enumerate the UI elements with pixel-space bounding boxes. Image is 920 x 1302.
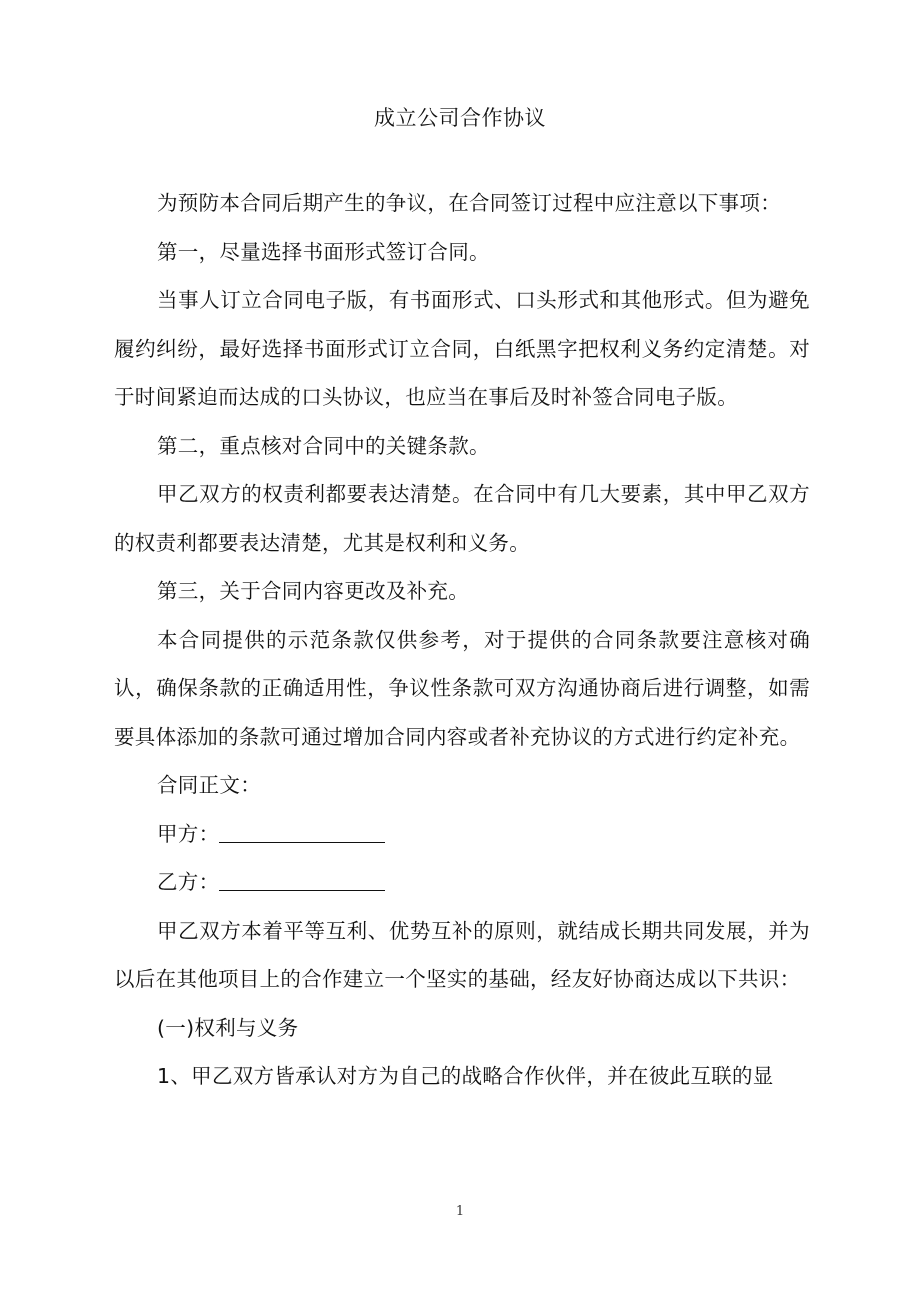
paragraph: 第三，关于合同内容更改及补充。: [157, 579, 469, 603]
page-number: 1: [455, 1204, 465, 1219]
party-b-label: 乙方：: [157, 870, 220, 894]
paragraph: 第一，尽量选择书面形式签订合同。: [157, 239, 490, 264]
paragraph: 第二，重点核对合同中的关键条款。: [157, 433, 490, 458]
party-a-label: 甲方：: [157, 821, 220, 846]
paragraph: 甲乙双方本着平等互利、优势互补的原则，就结成长期共同发展，并为以后在其他项目上的合作建立一个坚实的基础，经友好协商达成以下共识：: [114, 918, 810, 991]
paragraph: 当事人订立合同电子版，有书面形式、口头形式和其他形式。但为避免履约纠纷，最好选择书面形式订立合同，白纸黑字把权利义务约定清楚。对于时间紧迫而达成的口头协议，也应当在事后及时补签合同电子版。: [114, 288, 810, 409]
party-a-line: [114, 810, 810, 859]
section-heading: (一)权利与义务: [157, 1015, 299, 1040]
paragraph: 本合同提供的示范条款仅供参考，对于提供的合同条款要注意核对确认，确保条款的正确适用性，争议性条款可双方沟通协商后进行调整，如需要具体添加的条款可通过增加合同内容或者补充协议的方式进行约定补充。: [114, 627, 810, 749]
party-a-blank: [219, 822, 385, 843]
party-b-blank: [219, 870, 385, 891]
paragraph: 1、甲乙双方皆承认对方为自己的战略合作伙伴，并在彼此互联的显: [157, 1064, 774, 1088]
party-b-line: [114, 858, 810, 907]
document-body: [114, 179, 810, 1101]
paragraph: 合同正文：: [157, 773, 261, 797]
paragraph: 甲乙双方的权责利都要表达清楚。在合同中有几大要素，其中甲乙双方的权责利都要表达清楚，尤其是权利和义务。: [114, 482, 810, 555]
document-title: 成立公司合作协议: [374, 106, 546, 130]
paragraph: 为预防本合同后期产生的争议，在合同签订过程中应注意以下事项：: [157, 191, 781, 215]
